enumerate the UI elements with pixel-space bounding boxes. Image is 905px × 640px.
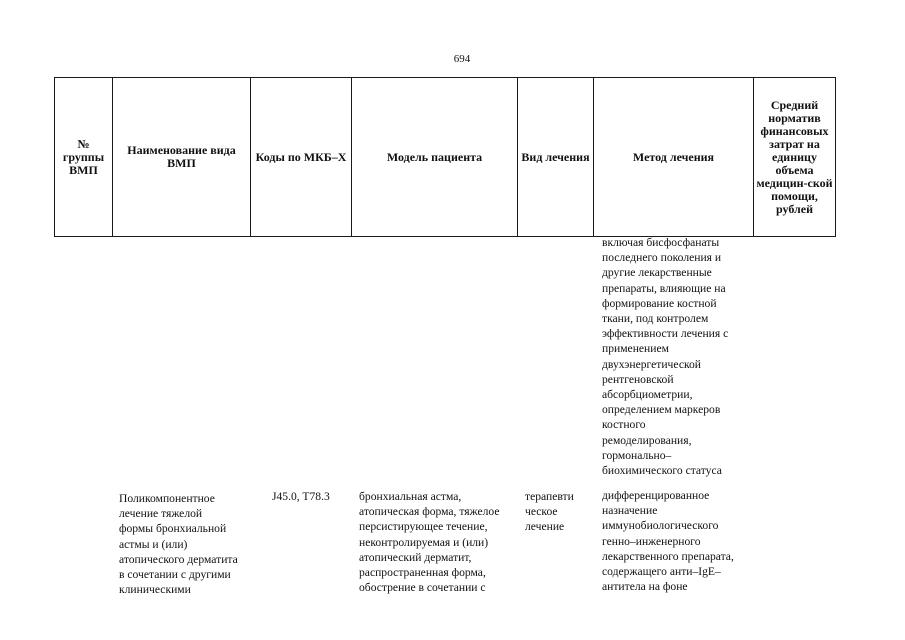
header-group-number: № группы ВМП <box>55 78 113 237</box>
vmp-name-cell <box>119 491 259 597</box>
text-line: атопического дерматита <box>119 552 238 566</box>
text-line: ткани, под контролем <box>602 312 709 326</box>
text-line: ремоделирования, <box>602 433 692 447</box>
table-header <box>54 77 836 237</box>
text-line: костного <box>602 418 646 432</box>
text-line: антитела на фоне <box>602 580 688 594</box>
text-line: терапевти <box>525 490 574 503</box>
text-line: лекарственного препарата, <box>602 549 734 563</box>
text-line: неконтролируемая и (или) <box>359 535 489 549</box>
text-line: последнего поколения и <box>602 251 722 265</box>
text-line: назначение <box>602 504 658 518</box>
text-line: бронхиальная астма, <box>359 490 462 503</box>
text-line: J45.0, T78.3 <box>272 490 330 503</box>
treatment-method-cell <box>602 488 757 594</box>
text-line: определением маркеров <box>602 403 721 417</box>
header-treatment-method: Метод лечения <box>594 78 754 237</box>
text-line: персистирующее течение, <box>359 520 488 534</box>
text-line: гормонально– <box>602 448 672 462</box>
text-line: абсорбциометрии, <box>602 388 693 402</box>
text-line: применением <box>602 342 669 356</box>
text-line: обострение в сочетании с <box>359 581 486 595</box>
text-line: ческое <box>525 505 558 519</box>
header-patient-model: Модель пациента <box>352 78 518 237</box>
text-line: формы бронхиальной <box>119 522 227 536</box>
text-line: другие лекарственные <box>602 266 712 280</box>
text-line: распространенная форма, <box>359 566 486 580</box>
text-line: включая бисфосфанаты <box>602 236 720 249</box>
text-line: препараты, влияющие на <box>602 281 726 295</box>
treatment-kind-cell <box>525 489 587 535</box>
text-line: рентгеновской <box>602 372 674 386</box>
header-treatment-kind: Вид лечения <box>518 78 594 237</box>
page-number: 694 <box>453 53 471 65</box>
text-line: иммунобиологического <box>602 519 719 533</box>
text-line: в сочетании с другими <box>119 568 231 582</box>
text-line: генно–инженерного <box>602 534 701 548</box>
text-line: лечение <box>525 520 565 534</box>
patient-model-cell <box>359 489 519 595</box>
continued-method-text <box>602 235 752 478</box>
text-line: формирование костной <box>602 296 717 310</box>
text-line: атопическая форма, тяжелое <box>359 505 500 519</box>
text-line: астмы и (или) <box>119 537 188 551</box>
text-line: биохимического статуса <box>602 464 722 478</box>
text-line: эффективности лечения с <box>602 327 729 341</box>
header-vmp-name: Наименование вида ВМП <box>113 78 251 237</box>
header-average-cost: Средний норматив финансовых затрат на единицу объема медицин-ской помощи, рублей <box>754 78 836 237</box>
text-line: атопический дерматит, <box>359 550 472 564</box>
text-line: двухэнергетической <box>602 357 702 371</box>
text-line: лечение тяжелой <box>119 507 203 521</box>
text-line: Поликомпонентное <box>119 492 215 505</box>
text-line: клиническими <box>119 583 191 597</box>
text-line: содержащего анти–IgE– <box>602 565 721 579</box>
text-line: дифференцированное <box>602 489 710 502</box>
header-icd-codes: Коды по МКБ–Х <box>251 78 352 237</box>
icd-codes-cell <box>272 489 352 504</box>
